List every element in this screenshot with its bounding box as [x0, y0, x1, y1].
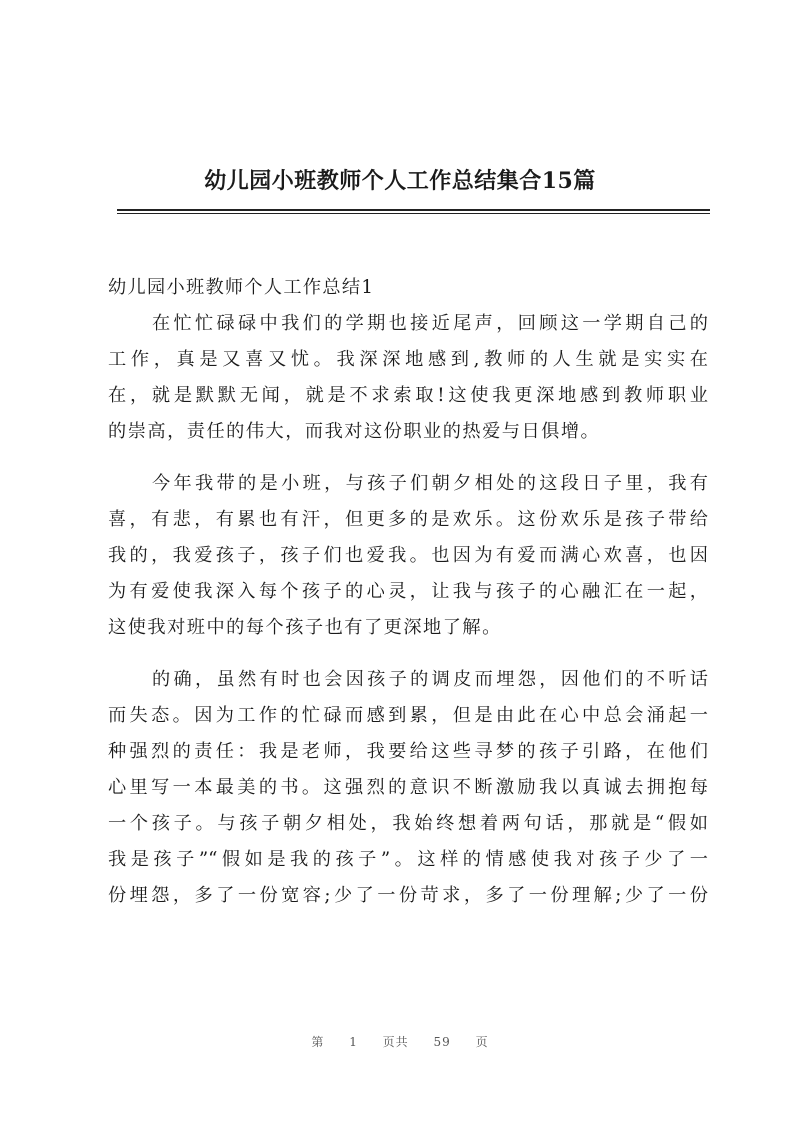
footer-label-of: 页共 — [382, 1035, 409, 1049]
paragraph-line: 的崇高，责任的伟大，而我对这份职业的热爱与日俱增。 — [108, 421, 601, 442]
paragraph-line: 心里写一本最美的书。这强烈的意识不断激励我以真诚去拥抱每 — [108, 777, 708, 798]
paragraph-line: 喜，有悲，有累也有汗，但更多的是欢乐。这份欢乐是孩子带给 — [108, 509, 708, 530]
paragraph-line: 今年我带的是小班，与孩子们朝夕相处的这段日子里，我有 — [152, 473, 708, 494]
title-underline-thin — [117, 213, 710, 214]
paragraph-line: 而失态。因为工作的忙碌而感到累，但是由此在心中总会涌起一 — [108, 705, 708, 726]
section-heading: 幼儿园小班教师个人工作总结1 — [108, 277, 375, 298]
footer-label-page: 第 — [311, 1035, 325, 1049]
paragraph — [108, 466, 708, 646]
paragraph-line: 种强烈的责任：我是老师，我要给这些寻梦的孩子引路，在他们 — [108, 741, 708, 762]
document-title: 幼儿园小班教师个人工作总结集合15篇 — [204, 168, 596, 194]
footer-total-pages: 59 — [433, 1035, 451, 1049]
paragraph-line: 工作，真是又喜又忧。我深深地感到,教师的人生就是实实在 — [108, 349, 708, 370]
paragraph-line: 一个孩子。与孩子朝夕相处，我始终想着两句话，那就是“假如 — [108, 813, 708, 834]
paragraph-line: 这使我对班中的每个孩子也有了更深地了解。 — [108, 617, 502, 638]
footer-label-pages: 页 — [475, 1035, 489, 1049]
paragraph-line: 为有爱使我深入每个孩子的心灵，让我与孩子的心融汇在一起， — [108, 581, 708, 602]
paragraph-line: 我是孩子”“假如是我的孩子”。这样的情感使我对孩子少了一 — [108, 849, 708, 870]
title-underline — [117, 209, 710, 211]
page-footer — [0, 1033, 800, 1050]
paragraph-container — [108, 306, 708, 914]
paragraph-line: 在，就是默默无闻，就是不求索取!这使我更深地感到教师职业 — [108, 385, 708, 406]
paragraph-line: 在忙忙碌碌中我们的学期也接近尾声，回顾这一学期自己的 — [152, 313, 708, 334]
paragraph — [108, 306, 708, 450]
document-body — [108, 270, 708, 930]
paragraph-line: 的确，虽然有时也会因孩子的调皮而埋怨，因他们的不听话 — [152, 669, 708, 690]
paragraph-line: 份埋怨，多了一份宽容;少了一份苛求，多了一份理解;少了一份 — [108, 885, 708, 906]
paragraph — [108, 662, 708, 914]
footer-current-page: 1 — [349, 1035, 358, 1049]
paragraph-line: 我的，我爱孩子，孩子们也爱我。也因为有爱而满心欢喜，也因 — [108, 545, 708, 566]
